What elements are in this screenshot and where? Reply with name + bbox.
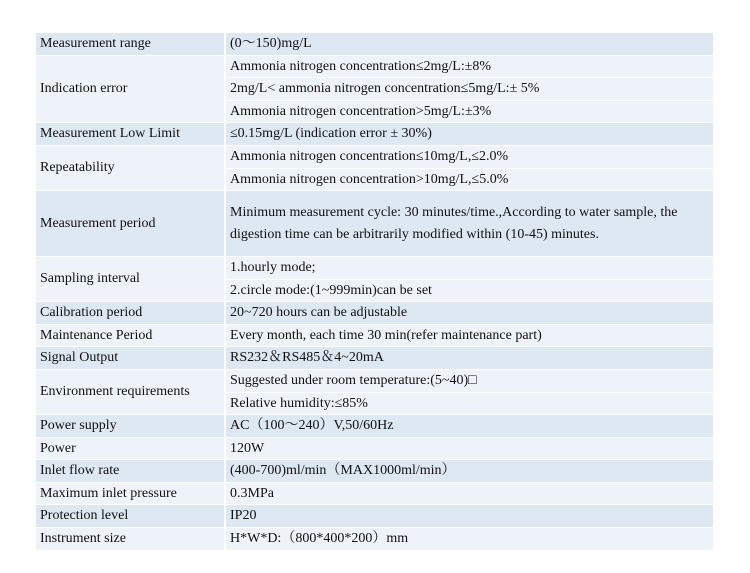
spec-label: Protection level	[36, 505, 225, 528]
spec-label: Signal Output	[36, 347, 225, 370]
spec-label: Power	[36, 437, 225, 460]
spec-label: Inlet flow rate	[36, 460, 225, 483]
table-row	[36, 460, 713, 483]
spec-label: Repeatability	[36, 145, 225, 190]
spec-value: AC（100～240）V,50/60Hz	[225, 415, 713, 438]
spec-value: 20~720 hours can be adjustable	[225, 302, 713, 325]
spec-label: Environment requirements	[36, 369, 225, 414]
spec-value: Ammonia nitrogen concentration>5mg/L:±3%	[225, 100, 713, 123]
spec-value: Relative humidity:≤85%	[225, 392, 713, 415]
spec-value: Ammonia nitrogen concentration≤2mg/L:±8%	[225, 55, 713, 78]
spec-label: Measurement period	[36, 191, 225, 257]
spec-value: Suggested under room temperature:(5~40)□	[225, 369, 713, 392]
spec-value: 2.circle mode:(1~999min)can be set	[225, 279, 713, 302]
specification-table-body	[36, 33, 713, 550]
spec-value: ≤0.15mg/L (indication error ± 30%)	[225, 123, 713, 146]
spec-value: 2mg/L< ammonia nitrogen concentration≤5mg/L:± 5%	[225, 78, 713, 101]
table-row	[36, 33, 713, 55]
spec-value: (400-700)ml/min（MAX1000ml/min）	[225, 460, 713, 483]
table-row	[36, 256, 713, 279]
spec-value: IP20	[225, 505, 713, 528]
spec-label: Measurement Low Limit	[36, 123, 225, 146]
table-row	[36, 347, 713, 370]
spec-value: H*W*D:（800*400*200）mm	[225, 528, 713, 551]
table-row	[36, 324, 713, 347]
spec-label: Calibration period	[36, 302, 225, 325]
spec-label: Measurement range	[36, 33, 225, 55]
spec-label: Power supply	[36, 415, 225, 438]
table-row	[36, 437, 713, 460]
table-row	[36, 528, 713, 551]
table-row	[36, 302, 713, 325]
table-row	[36, 191, 713, 257]
spec-label: Sampling interval	[36, 256, 225, 301]
spec-value: Every month, each time 30 min(refer maintenance part)	[225, 324, 713, 347]
spec-label: Maintenance Period	[36, 324, 225, 347]
spec-label: Maximum inlet pressure	[36, 482, 225, 505]
spec-value: 1.hourly mode;	[225, 256, 713, 279]
table-row	[36, 145, 713, 168]
spec-label: Instrument size	[36, 528, 225, 551]
table-row	[36, 482, 713, 505]
table-row	[36, 123, 713, 146]
spec-label: Indication error	[36, 55, 225, 123]
spec-value: Ammonia nitrogen concentration≤10mg/L,≤2.0%	[225, 145, 713, 168]
spec-value: Minimum measurement cycle: 30 minutes/time.,According to water sample, the digestion time can be arbitrarily modified within (10-45) minutes.	[225, 191, 713, 257]
table-row	[36, 55, 713, 78]
specification-table	[36, 33, 713, 551]
spec-value: Ammonia nitrogen concentration>10mg/L,≤5.0%	[225, 168, 713, 191]
spec-value: 120W	[225, 437, 713, 460]
table-row	[36, 369, 713, 392]
table-row	[36, 505, 713, 528]
spec-value: 0.3MPa	[225, 482, 713, 505]
table-row	[36, 415, 713, 438]
spec-value: (0～150)mg/L	[225, 33, 713, 55]
spec-value: RS232＆RS485＆4~20mA	[225, 347, 713, 370]
